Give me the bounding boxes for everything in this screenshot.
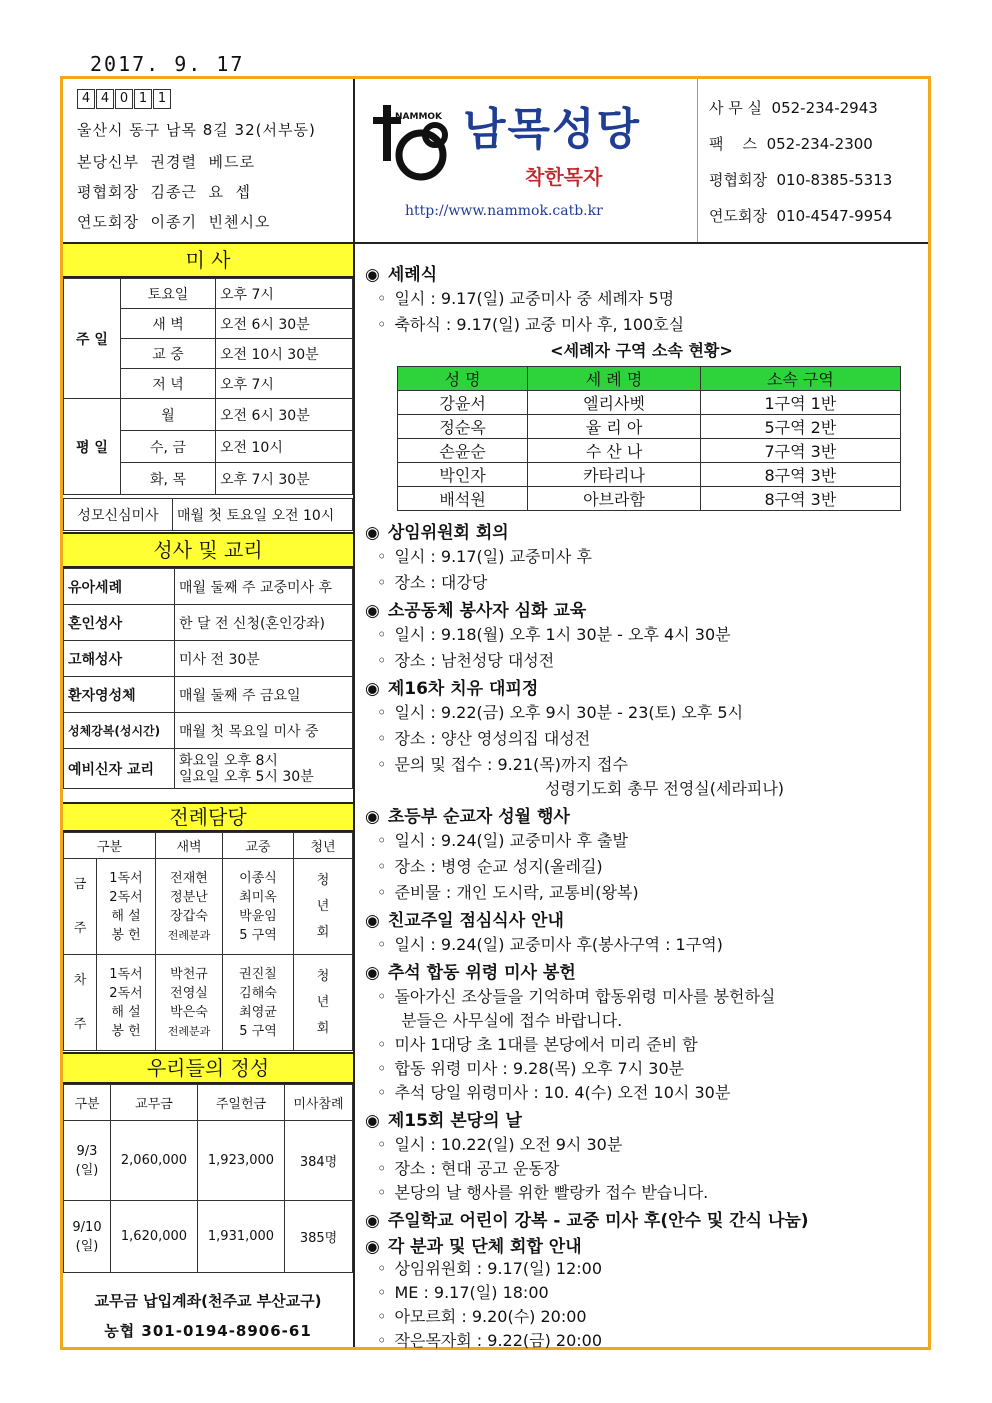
offering-header: 미사참례 bbox=[285, 1085, 353, 1121]
header-info bbox=[63, 79, 355, 242]
notice-line: ◦ 일시 : 9.24(일) 교중미사 후(봉사구역 : 1구역) bbox=[377, 935, 723, 954]
bulletin-frame bbox=[60, 76, 931, 1350]
account-number: 농협 301-0194-8906-61 bbox=[104, 1322, 312, 1340]
liturgy-person: 5 구역 bbox=[239, 927, 277, 943]
dot-icon: ◦ bbox=[377, 987, 387, 1006]
priest: 본당신부 권경렬 베드로 bbox=[77, 153, 255, 171]
liturgy-youth: 년 bbox=[316, 898, 330, 914]
baptism-header: 세 례 명 bbox=[528, 367, 701, 391]
liturgy-title: 전례담당 bbox=[63, 802, 353, 832]
sacrament-info: 미사 전 30분 bbox=[175, 641, 353, 677]
liturgy-role: 2독서 bbox=[109, 889, 143, 905]
offering-date: 9/10 bbox=[72, 1219, 102, 1235]
baptism-cell: 5구역 2반 bbox=[700, 415, 900, 439]
notice-line: ◦ 합동 위령 미사 : 9.28(목) 오후 7시 30분 bbox=[377, 1059, 685, 1078]
mass-time: 오후 7시 bbox=[216, 279, 353, 309]
sacred-heart-row bbox=[63, 498, 353, 531]
baptism-cell: 율 리 아 bbox=[528, 415, 701, 439]
baptism-cell: 강윤서 bbox=[398, 391, 528, 415]
liturgy-youth: 회 bbox=[316, 1020, 330, 1036]
baptism-cell: 손윤순 bbox=[398, 439, 528, 463]
notice-line: ◦ 일시 : 9.22(금) 오후 9시 30분 - 23(토) 오후 5시 bbox=[377, 703, 744, 722]
notices-column bbox=[355, 242, 928, 1350]
zip-code bbox=[77, 89, 172, 109]
offering-value: 385명 bbox=[285, 1201, 353, 1273]
baptism-header: 소속 구역 bbox=[700, 367, 900, 391]
address: 울산시 동구 남목 8길 32(서부동) bbox=[77, 121, 316, 139]
header bbox=[63, 79, 928, 244]
sacraments-title: 성사 및 교리 bbox=[63, 532, 353, 568]
dot-icon: ◦ bbox=[377, 1331, 387, 1350]
mass-day: 저 녁 bbox=[121, 369, 216, 399]
sunday-label: 주 일 bbox=[64, 279, 121, 399]
bullet-icon: ◉ bbox=[365, 601, 380, 621]
parish-name: 남목성당 bbox=[463, 104, 642, 155]
zip-digit: 1 bbox=[134, 89, 152, 109]
dot-icon: ◦ bbox=[377, 755, 387, 774]
mass-day: 월 bbox=[121, 399, 216, 431]
liturgy-person: 전례분과 bbox=[167, 928, 211, 942]
header-title-block bbox=[355, 79, 698, 242]
notice-line: ◦ 미사 1대당 초 1대를 본당에서 미리 준비 함 bbox=[377, 1035, 698, 1054]
sacrament-name: 성체강복(성시간) bbox=[64, 713, 175, 749]
liturgy-week-label: 금 bbox=[73, 876, 87, 892]
bullet-icon: ◉ bbox=[365, 1211, 380, 1231]
liturgy-person: 박은숙 bbox=[170, 1004, 208, 1020]
sacrament-name: 유아세례 bbox=[64, 569, 175, 605]
notice-line: ◦ 장소 : 대강당 bbox=[377, 573, 488, 592]
dot-icon: ◦ bbox=[377, 883, 387, 902]
notice-line: ◦ 문의 및 접수 : 9.21(목)까지 접수 bbox=[377, 755, 628, 774]
notice-title: ◉ 제15회 본당의 날 bbox=[365, 1111, 522, 1131]
dot-icon: ◦ bbox=[377, 1059, 387, 1078]
dot-icon: ◦ bbox=[377, 1159, 387, 1178]
zip-digit: 1 bbox=[153, 89, 171, 109]
liturgy-youth: 청 bbox=[316, 872, 330, 888]
notice-line: ◦ 장소 : 병영 순교 성지(올레길) bbox=[377, 857, 603, 876]
baptism-table-caption: <세례자 구역 소속 현황> bbox=[550, 341, 733, 360]
notice-line: ◦ 일시 : 9.24(일) 교중미사 후 출발 bbox=[377, 831, 628, 850]
baptism-cell: 엘리사벳 bbox=[528, 391, 701, 415]
mass-time: 오전 10시 bbox=[216, 431, 353, 463]
contact-council: 평협회장 010-8385-5313 bbox=[709, 171, 893, 189]
svg-text:NAMMOK: NAMMOK bbox=[395, 112, 443, 122]
bulletin-date: 2017. 9. 17 bbox=[90, 52, 245, 76]
sacrament-name: 예비신자 교리 bbox=[64, 749, 175, 789]
dot-icon: ◦ bbox=[377, 651, 387, 670]
notice-line: ◦ 아모르회 : 9.20(수) 20:00 bbox=[377, 1307, 587, 1326]
baptism-cell: 1구역 1반 bbox=[700, 391, 900, 415]
baptism-cell: 배석원 bbox=[398, 487, 528, 511]
mass-day: 화, 목 bbox=[121, 463, 216, 495]
liturgy-person: 김해숙 bbox=[239, 985, 277, 1001]
sacred-heart-label: 성모신심미사 bbox=[64, 499, 173, 531]
dot-icon: ◦ bbox=[377, 1135, 387, 1154]
sacred-heart-time: 매월 첫 토요일 오전 10시 bbox=[173, 499, 353, 531]
liturgy-role: 해 설 bbox=[111, 1004, 141, 1020]
dot-icon: ◦ bbox=[377, 1183, 387, 1202]
mass-day: 토요일 bbox=[121, 279, 216, 309]
mass-time: 오후 7시 bbox=[216, 369, 353, 399]
offering-header: 주일헌금 bbox=[198, 1085, 285, 1121]
dot-icon: ◦ bbox=[377, 315, 387, 334]
baptism-table bbox=[397, 366, 901, 511]
sacrament-info: 매월 첫 목요일 미사 중 bbox=[175, 713, 353, 749]
offering-value: 1,923,000 bbox=[198, 1121, 285, 1201]
liturgy-role: 봉 헌 bbox=[111, 927, 141, 943]
contact-fax: 팩 스 052-234-2300 bbox=[709, 135, 873, 153]
notice-line: 분들은 사무실에 접수 바랍니다. bbox=[401, 1011, 623, 1030]
notice-title: ◉ 친교주일 점심식사 안내 bbox=[365, 911, 564, 931]
offering-date: (일) bbox=[75, 1162, 99, 1178]
sacrament-name: 환자영성체 bbox=[64, 677, 175, 713]
bullet-icon: ◉ bbox=[365, 523, 380, 543]
dot-icon: ◦ bbox=[377, 1259, 387, 1278]
liturgy-header: 교중 bbox=[223, 833, 294, 859]
bullet-icon: ◉ bbox=[365, 265, 380, 285]
notice-title: ◉ 제16차 치유 대피정 bbox=[365, 679, 539, 699]
baptism-cell: 카타리나 bbox=[528, 463, 701, 487]
account-title: 교무금 납입계좌(천주교 부산교구) bbox=[94, 1292, 322, 1310]
notice-line: ◦ 작은목자회 : 9.22(금) 20:00 bbox=[377, 1331, 603, 1350]
liturgy-role: 2독서 bbox=[109, 985, 143, 1001]
zip-digit: 4 bbox=[77, 89, 95, 109]
mass-title: 미 사 bbox=[63, 242, 353, 278]
liturgy-week-label: 차 bbox=[73, 972, 87, 988]
sacrament-info: 매월 둘째 주 금요일 bbox=[175, 677, 353, 713]
offering-value: 384명 bbox=[285, 1121, 353, 1201]
mass-day: 수, 금 bbox=[121, 431, 216, 463]
dot-icon: ◦ bbox=[377, 729, 387, 748]
sacrament-info: 한 달 전 신청(혼인강좌) bbox=[175, 605, 353, 641]
liturgy-role: 1독서 bbox=[109, 870, 143, 886]
notice-line: ◦ 일시 : 10.22(일) 오전 9시 30분 bbox=[377, 1135, 623, 1154]
liturgy-week-label: 주 bbox=[73, 1016, 87, 1032]
baptism-cell: 7구역 3반 bbox=[700, 439, 900, 463]
parish-logo-icon bbox=[369, 97, 457, 185]
notice-title-baptism: ◉ 세례식 bbox=[365, 265, 438, 285]
liturgy-person: 전재현 bbox=[170, 870, 208, 886]
liturgy-table bbox=[63, 832, 353, 1051]
liturgy-youth: 년 bbox=[316, 994, 330, 1010]
dot-icon: ◦ bbox=[377, 573, 387, 592]
sacrament-info: 일요일 오후 5시 30분 bbox=[179, 768, 314, 785]
liturgy-person: 박천규 bbox=[170, 966, 208, 982]
dot-icon: ◦ bbox=[377, 625, 387, 644]
offering-table bbox=[63, 1084, 353, 1273]
dot-icon: ◦ bbox=[377, 857, 387, 876]
offering-value: 1,931,000 bbox=[198, 1201, 285, 1273]
union-president: 연도회장 이종기 빈첸시오 bbox=[77, 213, 271, 231]
liturgy-header: 새벽 bbox=[156, 833, 223, 859]
liturgy-youth: 청 bbox=[316, 968, 330, 984]
notice-line: ◦ 추석 당일 위령미사 : 10. 4(수) 오전 10시 30분 bbox=[377, 1083, 731, 1102]
liturgy-person: 장갑숙 bbox=[170, 908, 208, 924]
baptism-cell: 박인자 bbox=[398, 463, 528, 487]
liturgy-person: 5 구역 bbox=[239, 1023, 277, 1039]
bullet-icon: ◉ bbox=[365, 911, 380, 931]
sacrament-info: 매월 둘째 주 교중미사 후 bbox=[175, 569, 353, 605]
notice-line: ◦ 장소 : 양산 영성의집 대성전 bbox=[377, 729, 591, 748]
sacrament-name: 혼인성사 bbox=[64, 605, 175, 641]
left-column bbox=[63, 242, 355, 1347]
liturgy-person: 최미옥 bbox=[239, 889, 277, 905]
contact-office: 사 무 실 052-234-2943 bbox=[709, 99, 878, 117]
mass-time: 오후 7시 30분 bbox=[216, 463, 353, 495]
notice-title: ◉ 주일학교 어린이 강복 - 교중 미사 후(안수 및 간식 나눔) bbox=[365, 1211, 809, 1231]
notice-title: ◉ 추석 합동 위령 미사 봉헌 bbox=[365, 963, 576, 983]
notice-title: ◉ 상임위원회 회의 bbox=[365, 523, 509, 543]
contact-block bbox=[703, 79, 928, 242]
dot-icon: ◦ bbox=[377, 703, 387, 722]
offering-value: 2,060,000 bbox=[111, 1121, 198, 1201]
sacraments-table bbox=[63, 568, 353, 789]
bullet-icon: ◉ bbox=[365, 807, 380, 827]
dot-icon: ◦ bbox=[377, 935, 387, 954]
baptism-cell: 정순옥 bbox=[398, 415, 528, 439]
baptism-cell: 8구역 3반 bbox=[700, 463, 900, 487]
notice-line: ◦ 본당의 날 행사를 위한 빨랑카 접수 받습니다. bbox=[377, 1183, 709, 1202]
dot-icon: ◦ bbox=[377, 1283, 387, 1302]
mass-time: 오전 6시 30분 bbox=[216, 309, 353, 339]
liturgy-person: 박윤임 bbox=[239, 908, 277, 924]
mass-time: 오전 10시 30분 bbox=[216, 339, 353, 369]
notice-line: ◦ 준비물 : 개인 도시락, 교통비(왕복) bbox=[377, 883, 639, 902]
baptism-header: 성 명 bbox=[398, 367, 528, 391]
notice-line: ◦ 상임위원회 : 9.17(일) 12:00 bbox=[377, 1259, 603, 1278]
offering-value: 1,620,000 bbox=[111, 1201, 198, 1273]
notice-line: ◦ 장소 : 남천성당 대성전 bbox=[377, 651, 555, 670]
notice-line: ◦ 일시 : 9.17(일) 교중미사 중 세례자 5명 bbox=[377, 289, 675, 308]
liturgy-person: 정분난 bbox=[170, 889, 208, 905]
liturgy-week-label: 주 bbox=[73, 920, 87, 936]
mass-day: 새 벽 bbox=[121, 309, 216, 339]
offering-header: 교무금 bbox=[111, 1085, 198, 1121]
offering-header: 구분 bbox=[64, 1085, 111, 1121]
bullet-icon: ◉ bbox=[365, 963, 380, 983]
dot-icon: ◦ bbox=[377, 1307, 387, 1326]
liturgy-header: 구분 bbox=[64, 833, 156, 859]
liturgy-person: 전영실 bbox=[170, 985, 208, 1001]
liturgy-person: 전례분과 bbox=[167, 1024, 211, 1038]
liturgy-youth: 회 bbox=[316, 924, 330, 940]
liturgy-person: 최영균 bbox=[239, 1004, 277, 1020]
mass-day: 교 중 bbox=[121, 339, 216, 369]
dot-icon: ◦ bbox=[377, 1035, 387, 1054]
liturgy-role: 봉 헌 bbox=[111, 1023, 141, 1039]
dot-icon: ◦ bbox=[377, 289, 387, 308]
notice-line: 성령기도회 총무 전영실(세라피나) bbox=[545, 779, 785, 798]
notice-title: ◉ 초등부 순교자 성월 행사 bbox=[365, 807, 570, 827]
offering-date: (일) bbox=[75, 1238, 99, 1254]
dot-icon: ◦ bbox=[377, 547, 387, 566]
sacrament-name: 고해성사 bbox=[64, 641, 175, 677]
notice-title: ◉ 각 분과 및 단체 회합 안내 bbox=[365, 1237, 582, 1257]
mass-time: 오전 6시 30분 bbox=[216, 399, 353, 431]
contact-union: 연도회장 010-4547-9954 bbox=[709, 207, 893, 225]
notice-line: ◦ 돌아가신 조상들을 기억하며 합동위령 미사를 봉헌하실 bbox=[377, 987, 776, 1006]
offering-date: 9/3 bbox=[76, 1143, 98, 1159]
notice-line: ◦ ME : 9.17(일) 18:00 bbox=[377, 1283, 549, 1302]
liturgy-role: 해 설 bbox=[111, 908, 141, 924]
mass-table bbox=[63, 278, 353, 495]
sacrament-info: 화요일 오후 8시 bbox=[179, 752, 278, 769]
liturgy-person: 이종식 bbox=[239, 870, 277, 886]
notice-line: ◦ 장소 : 현대 공고 운동장 bbox=[377, 1159, 560, 1178]
baptism-cell: 아브라함 bbox=[528, 487, 701, 511]
bullet-icon: ◉ bbox=[365, 1111, 380, 1131]
notice-line: ◦ 일시 : 9.17(일) 교중미사 후 bbox=[377, 547, 592, 566]
weekday-label: 평 일 bbox=[64, 399, 121, 495]
dot-icon: ◦ bbox=[377, 1083, 387, 1102]
notice-line: ◦ 일시 : 9.18(월) 오후 1시 30분 - 오후 4시 30분 bbox=[377, 625, 731, 644]
liturgy-person: 권진칠 bbox=[239, 966, 277, 982]
liturgy-header: 청년 bbox=[294, 833, 353, 859]
notice-title: ◉ 소공동체 봉사자 심화 교육 bbox=[365, 601, 587, 621]
zip-digit: 0 bbox=[115, 89, 133, 109]
parish-motto: 착한목자 bbox=[525, 165, 603, 189]
bullet-icon: ◉ bbox=[365, 1237, 380, 1257]
baptism-cell: 수 산 나 bbox=[528, 439, 701, 463]
council-president: 평협회장 김종근 요 셉 bbox=[77, 183, 252, 201]
liturgy-role: 1독서 bbox=[109, 966, 143, 982]
baptism-cell: 8구역 3반 bbox=[700, 487, 900, 511]
offering-title: 우리들의 정성 bbox=[63, 1052, 353, 1084]
dot-icon: ◦ bbox=[377, 831, 387, 850]
notice-line: ◦ 축하식 : 9.17(일) 교중 미사 후, 100호실 bbox=[377, 315, 685, 334]
bullet-icon: ◉ bbox=[365, 679, 380, 699]
zip-digit: 4 bbox=[96, 89, 114, 109]
parish-url[interactable]: http://www.nammok.catb.kr bbox=[405, 203, 603, 219]
